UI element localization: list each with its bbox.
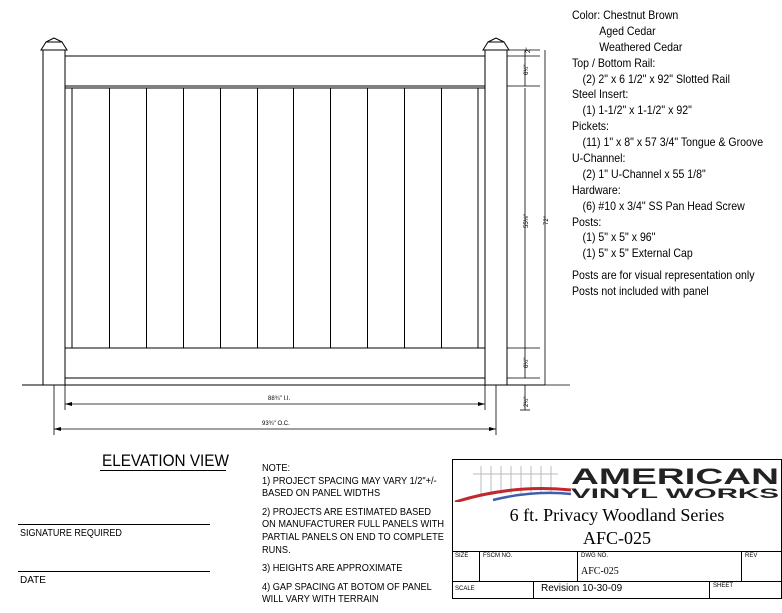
steel-heading: Steel Insert: (572, 87, 629, 102)
steel-value: (1) 1-1/2" x 1-1/2" x 92" (582, 103, 692, 118)
brand-line1: AMERICAN (571, 464, 779, 489)
note-item: 1) PROJECT SPACING MAY VARY 1/2"+/- BASED ON PANEL WIDTHS (262, 475, 437, 500)
posts-heading: Posts: (572, 214, 602, 229)
company-logo (453, 460, 782, 502)
note-item: 4) GAP SPACING AT BOTOM OF PANEL WILL VARY WITH TERRAIN (262, 581, 432, 606)
disclaimer: Posts not included with panel (572, 284, 709, 299)
view-label: ELEVATION VIEW (102, 451, 229, 470)
color-option: Aged Cedar (599, 23, 656, 38)
disclaimer: Posts are for visual representation only (572, 268, 755, 283)
note-item: 2) PROJECTS ARE ESTIMATED BASED ON MANUFACTURER FULL PANELS WITH PARTIAL PANELS ON END TO COMPLETE RUNS. (262, 506, 444, 556)
uchannel-value: (2) 1" U-Channel x 55 1/8" (582, 166, 706, 181)
dim-top-gap: 2" (526, 47, 532, 53)
bottom-rail (65, 348, 485, 378)
color-heading: Color: Chestnut Brown (572, 8, 679, 22)
top-rail (65, 56, 485, 86)
note-item: 3) HEIGHTS ARE APPROXIMATE (262, 563, 403, 575)
dim-rail-bottom: 6½" (524, 357, 530, 368)
right-post-cap (483, 42, 509, 50)
part-number: AFC-025 (582, 528, 651, 548)
signature-label: SIGNATURE REQUIRED (20, 528, 122, 539)
sheet-label: SHEET (713, 583, 734, 589)
dim-width-oc: 93¾" O.C. (262, 421, 290, 427)
pickets-value: (11) 1" x 8" x 57 3/4" Tongue & Groove (582, 135, 764, 150)
u-channel-right (478, 88, 485, 348)
pickets-heading: Pickets: (572, 119, 609, 134)
date-label: DATE (20, 575, 46, 586)
u-channel-left (65, 88, 72, 348)
brand-line2: VINYL WORKS (571, 485, 779, 501)
dwg-value: AFC-025 (581, 566, 619, 577)
fscm-label: FSCM NO. (483, 553, 513, 559)
hardware-value: (6) #10 x 3/4" SS Pan Head Screw (582, 198, 745, 213)
rail-value: (2) 2" x 6 1/2" x 92" Slotted Rail (582, 71, 730, 86)
size-label: SIZE (455, 553, 469, 559)
posts-value: (1) 5" x 5" x 96" (582, 230, 656, 245)
dwg-label: DWG NO. (581, 553, 608, 559)
hardware-heading: Hardware: (572, 182, 621, 197)
dim-rail-top: 6½" (524, 64, 530, 75)
rail-heading: Top / Bottom Rail: (572, 55, 656, 70)
notes-heading: NOTE: (262, 463, 291, 474)
revision: Revision 10-30-09 (541, 583, 623, 594)
right-post (485, 50, 507, 385)
left-post (43, 50, 65, 385)
title-block (452, 459, 782, 599)
color-option: Weathered Cedar (599, 39, 683, 54)
dim-ground-gap: 2½" (524, 396, 530, 407)
dim-width-inside: 88¾" I.I. (268, 396, 291, 402)
product-title: 6 ft. Privacy Woodland Series (509, 505, 725, 525)
scale-label: SCALE (455, 586, 475, 592)
rev-label: REV (745, 553, 758, 559)
dim-picket-height: 55⅛" (524, 214, 530, 228)
posts-value: (1) 5" x 5" External Cap (582, 246, 693, 261)
dim-overall-height: 72" (544, 216, 550, 225)
uchannel-heading: U-Channel: (572, 151, 626, 166)
notes (262, 463, 446, 613)
spec-list (572, 8, 763, 300)
left-post-cap (41, 42, 67, 50)
